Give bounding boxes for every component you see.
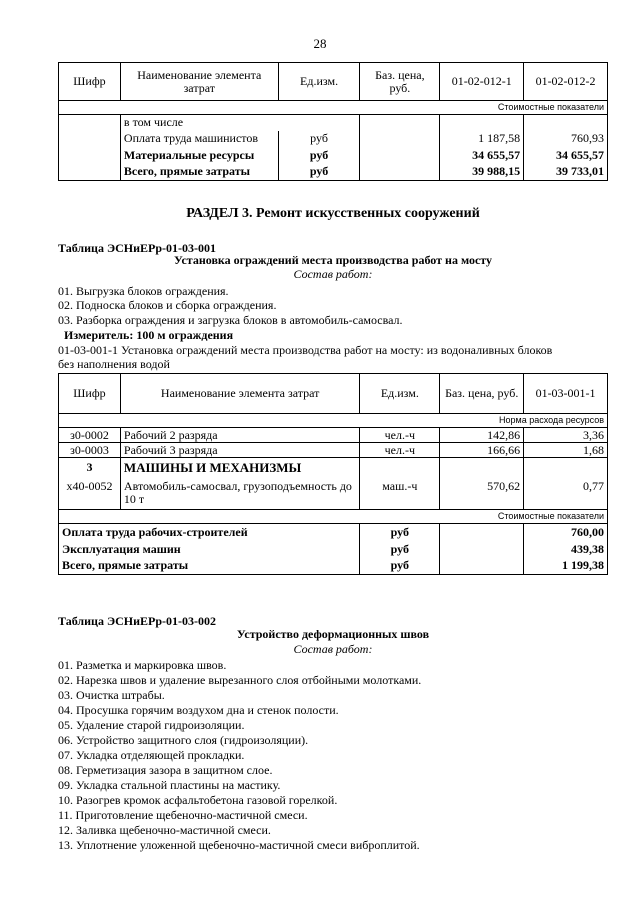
- indicator-label: Стоимостные показатели: [59, 101, 608, 115]
- header-col-1: 01-02-012-1: [440, 63, 524, 101]
- list-item: 11. Приготовление щебеночно-мастичной смеси.: [58, 808, 308, 822]
- header-price: Баз. цена, руб.: [360, 63, 440, 101]
- list-item: 09. Укладка стальной пластины на мастику.: [58, 778, 281, 792]
- header-name: Наименование элемента затрат: [120, 374, 360, 414]
- list-item: 01. Разметка и маркировка швов.: [58, 658, 227, 672]
- header-col-2: 01-02-012-2: [524, 63, 608, 101]
- list-item: 10. Разогрев кромок асфальтобетона газовой горелкой.: [58, 793, 338, 807]
- list-item: 03. Очистка штрабы.: [58, 688, 165, 702]
- norm-label: Норма расхода ресурсов: [59, 414, 608, 428]
- table-row: Эксплуатация машин руб 439,38: [59, 541, 608, 558]
- header-name: Наименование элемента затрат: [120, 63, 278, 101]
- table-row: Всего, прямые затраты руб 39 988,15 39 733,01: [59, 164, 608, 181]
- list-item: 13. Уплотнение уложенной щебеночно-мастичной смеси виброплитой.: [58, 838, 420, 852]
- block2-subtitle: Состав работ:: [293, 642, 373, 656]
- header-code: Шифр: [59, 374, 121, 414]
- block1-title: Установка ограждений места производства работ на мосту: [173, 253, 493, 267]
- table-row: з0-0002 Рабочий 2 разряда чел.-ч 142,86 3,36: [59, 428, 608, 443]
- list-item: 12. Заливка щебеночно-мастичной смеси.: [58, 823, 271, 837]
- block1-subtitle: Состав работ:: [293, 267, 373, 281]
- table-label-1: Таблица ЭСНиЕРр-01-03-001: [58, 241, 217, 255]
- table-row: 3 МАШИНЫ И МЕХАНИЗМЫ: [59, 458, 608, 478]
- indicator-label: Стоимостные показатели: [59, 510, 608, 524]
- table-row: в том числе: [59, 115, 608, 131]
- list-item: 07. Укладка отделяющей прокладки.: [58, 748, 245, 762]
- table-label-2: Таблица ЭСНиЕРр-01-03-002: [58, 614, 217, 628]
- header-unit: Ед.изм.: [360, 374, 440, 414]
- desc-line: 01-03-001-1 Установка ограждений места производства работ на мосту: из водоналивных блоков: [58, 343, 553, 357]
- list-item: 02. Нарезка швов и удаление вырезанного слоя отбойными молотками.: [58, 673, 422, 687]
- list-item: 06. Устройство защитного слоя (гидроизоляции).: [58, 733, 309, 747]
- cost-table-1: [58, 62, 608, 181]
- table-row: х40-0052 Автомобиль-самосвал, грузоподъемность до 10 т маш.-ч 570,62 0,77: [59, 478, 608, 510]
- list-item: 01. Выгрузка блоков ограждения.: [58, 284, 229, 298]
- header-col-1: 01-03-001-1: [524, 374, 608, 414]
- list-item: 03. Разборка ограждения и загрузка блоков в автомобиль-самосвал.: [58, 313, 403, 327]
- header-code: Шифр: [59, 63, 121, 101]
- list-item: 08. Герметизация зазора в защитном слое.: [58, 763, 273, 777]
- desc-line: без наполнения водой: [58, 357, 170, 371]
- section-title: РАЗДЕЛ 3. Ремонт искусственных сооружений: [186, 206, 480, 221]
- header-unit: Ед.изм.: [278, 63, 360, 101]
- measure: Измеритель: 100 м ограждения: [64, 328, 234, 342]
- list-item: 05. Удаление старой гидроизоляции.: [58, 718, 245, 732]
- table-header-row: [59, 63, 608, 101]
- table-row: з0-0003 Рабочий 3 разряда чел.-ч 166,66 1,68: [59, 443, 608, 458]
- header-price: Баз. цена, руб.: [440, 374, 524, 414]
- list-item: 02. Подноска блоков и сборка ограждения.: [58, 298, 277, 312]
- table-row: Оплата труда машинистов руб 1 187,58 760,93: [59, 131, 608, 147]
- table-row: Материальные ресурсы руб 34 655,57 34 655,57: [59, 147, 608, 164]
- table-row: Всего, прямые затраты руб 1 199,38: [59, 558, 608, 575]
- table-header-row: [59, 374, 608, 414]
- page-number: 28: [313, 36, 327, 51]
- cost-table-2: [58, 373, 608, 575]
- table-row: Оплата труда рабочих-строителей руб 760,00: [59, 524, 608, 541]
- list-item: 04. Просушка горячим воздухом дна и стенок полости.: [58, 703, 339, 717]
- block2-title: Устройство деформационных швов: [236, 627, 430, 641]
